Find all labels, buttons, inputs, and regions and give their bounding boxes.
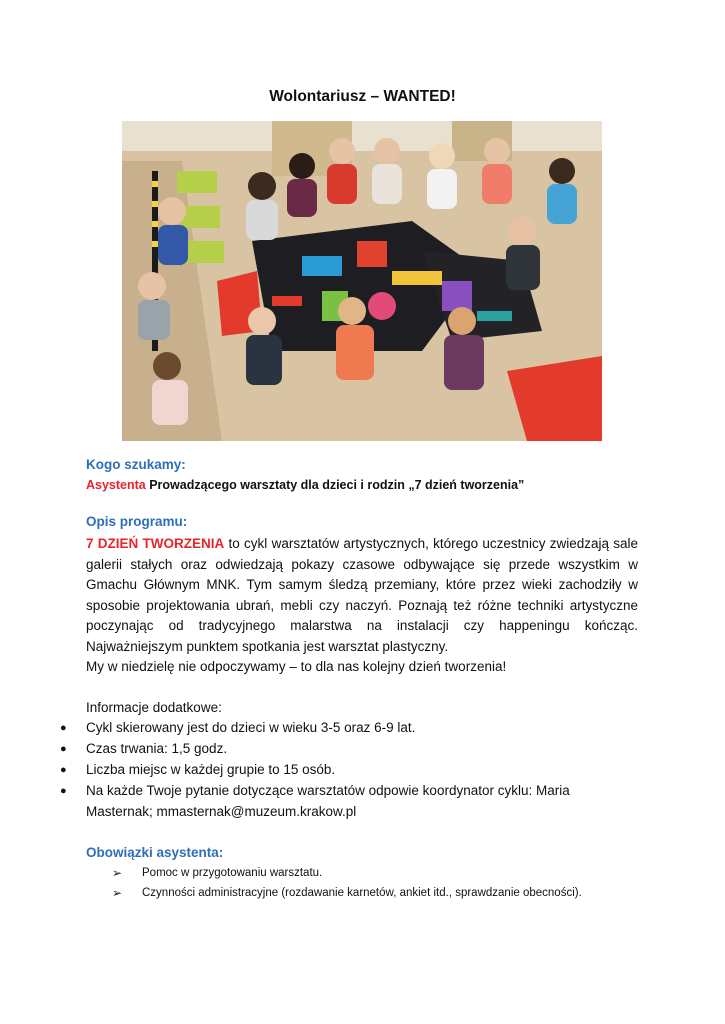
list-item: ● Na każde Twoje pytanie dotyczące warsztatów odpowie koordynator cyklu: Maria Masternak; mmasternak@muzeum.krakow.pl <box>60 783 570 819</box>
opis-heading: Opis programu: <box>86 514 188 529</box>
obowiazki-heading: Obowiązki asystenta: <box>86 845 224 860</box>
bullet-icon: ● <box>60 764 67 777</box>
list-item: ● Cykl skierowany jest do dzieci w wieku 3-5 oraz 6-9 lat. <box>60 718 640 739</box>
role-line <box>86 478 524 492</box>
info-list <box>60 718 640 823</box>
arrow-bullet-icon: ➢ <box>112 866 123 880</box>
list-item: ➢ Czynności administracyjne (rozdawanie karnetów, ankiet itd., sprawdzanie obecności). <box>112 883 672 903</box>
list-item: ➢ Pomoc w przygotowaniu warsztatu. <box>112 863 672 883</box>
role-highlight: Asystenta <box>86 478 146 492</box>
list-item: ● Czas trwania: 1,5 godz. <box>60 739 640 760</box>
kogo-heading: Kogo szukamy: <box>86 457 186 472</box>
info-label: Informacje dodatkowe: <box>86 700 222 715</box>
list-item: ● Liczba miejsc w każdej grupie to 15 osób. <box>60 760 640 781</box>
role-description: Prowadzącego warsztaty dla dzieci i rodzin „7 dzień tworzenia” <box>145 478 525 492</box>
obowiazki-list <box>112 863 672 903</box>
workshop-photo <box>122 121 602 441</box>
opis-body: to cykl warsztatów artystycznych, którego uczestnicy zwiedzają sale galerii stałych oraz odwiedzają pokazy czasowe odbywające się przede wszystkim w Gmachu Głównym MNK. Tym samym śledzą przemiany, które przez wieki zachodziły w sposobie projektowania ubrań, mebli czy naczyń. Poznają też różne techniki artystyczne poczynając od tradycyjnego malarstwa na instalacji czy happeningu kończąc. Najważniejszym punktem spotkania jest warsztat plastyczny. <box>86 536 639 654</box>
bullet-icon: ● <box>60 785 67 798</box>
page-title: Wolontariusz – WANTED! <box>269 88 456 105</box>
workshop-photo-illustration <box>122 121 602 441</box>
bullet-icon: ● <box>60 722 67 734</box>
opis-closing: My w niedzielę nie odpoczywamy – to dla nas kolejny dzień tworzenia! <box>86 659 507 674</box>
opis-paragraph <box>86 534 638 658</box>
arrow-bullet-icon: ➢ <box>112 886 123 900</box>
bullet-icon: ● <box>60 743 67 756</box>
program-name: 7 DZIEŃ TWORZENIA <box>86 536 225 551</box>
